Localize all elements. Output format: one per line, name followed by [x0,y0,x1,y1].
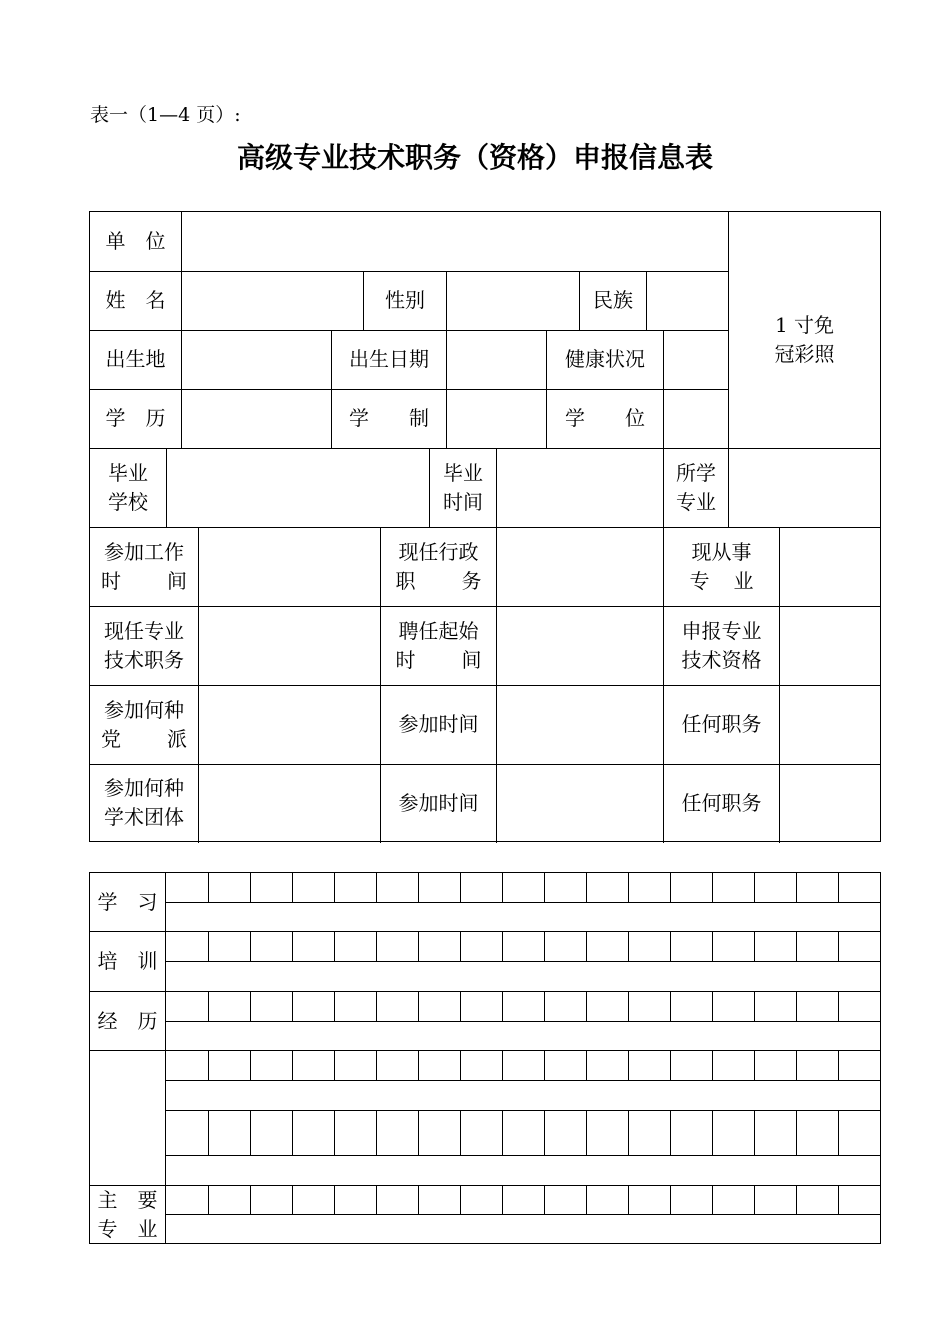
grid-row-line [166,1080,880,1081]
label-apply-title: 申报专业 技术资格 [681,618,762,672]
major-field[interactable] [729,449,880,527]
grid-column-line [292,873,293,903]
birth-date-field[interactable] [447,331,546,389]
position-1-field[interactable] [780,686,880,764]
grad-time-field[interactable] [497,449,663,527]
grid-column-line [250,1186,251,1215]
grid-column-line [670,932,671,961]
grid-column-line [502,1111,503,1156]
label-join-time-2: 参加时间 [398,790,479,815]
grid-column-line [334,932,335,961]
grid-column-line [502,1051,503,1081]
label-current-field: 现从事 专 业 [689,539,754,593]
grid-column-line [754,1186,755,1215]
grid-column-line [628,1051,629,1081]
grid-column-line [250,1051,251,1081]
grid-column-line [376,1111,377,1156]
degree-field[interactable] [664,390,728,448]
label-education: 学 历 [105,406,166,430]
grid-row-line [166,961,880,962]
grid-column-line [208,873,209,903]
grid-column-line [460,932,461,961]
label-main-major: 主 要 专 业 [97,1187,158,1241]
admin-post-field[interactable] [497,528,663,606]
grid-column-line [838,932,839,961]
grid-column-line [796,1186,797,1215]
health-field[interactable] [664,331,728,389]
grid-column-line [460,1186,461,1215]
grid-column-line [292,992,293,1021]
gender-field[interactable] [447,272,579,330]
label-academic: 参加何种 学术团体 [104,776,184,829]
grid-column-line [334,1111,335,1156]
grid-column-line [418,1051,419,1081]
academic-field[interactable] [199,765,380,842]
label-training: 培 训 [97,949,158,973]
label-experience: 经 历 [97,1008,158,1033]
grid-column-line [712,932,713,961]
label-name: 姓 名 [105,288,166,312]
label-position-2: 任何职务 [681,790,762,815]
grid-column-line [376,992,377,1021]
grid-column-line [628,1111,629,1156]
join-time-1-field[interactable] [497,686,663,764]
grid-column-line [838,873,839,903]
current-field-field[interactable] [780,528,880,606]
schooling-field[interactable] [447,390,546,448]
grid-column-line [754,1111,755,1156]
grid-column-line [628,1186,629,1215]
grid-column-line [460,992,461,1021]
label-gender: 性别 [385,288,425,312]
grid-column-line [418,1111,419,1156]
label-unit: 单 位 [105,229,166,253]
grid-column-line [208,992,209,1021]
grid-column-line [544,873,545,903]
label-party: 参加何种 党 派 [101,697,187,751]
label-schooling: 学 制 [349,406,429,430]
label-position-1: 任何职务 [681,712,762,736]
grid-column-line [250,1111,251,1156]
ethnicity-field[interactable] [647,272,728,330]
grid-column-line [208,1186,209,1215]
label-hire-start: 聘任起始 时 间 [395,618,482,672]
label-grad-school: 毕业 学校 [108,460,148,514]
grid-column-line [796,932,797,961]
grid-column-line [250,932,251,961]
grid-column-line [502,992,503,1021]
grid-column-line [418,1186,419,1215]
personal-info-table [89,211,881,842]
grid-column-line [670,1186,671,1215]
grid-column-line [208,932,209,961]
grid-column-line [586,1186,587,1215]
grid-column-line [838,1111,839,1156]
grid-column-line [712,992,713,1021]
grid-row-line [166,1110,880,1111]
grid-column-line [292,1186,293,1215]
label-major: 所学 专业 [676,460,716,514]
grid-column-line [292,1051,293,1081]
grid-column-line [712,873,713,903]
grid-column-line [334,873,335,903]
grid-column-line [418,992,419,1021]
name-field[interactable] [182,272,363,330]
label-current-title: 现任专业 技术职务 [104,618,184,672]
grid-column-line [544,1186,545,1215]
grid-column-line [754,1051,755,1081]
current-title-field[interactable] [199,607,380,685]
hire-start-field[interactable] [497,607,663,685]
label-ethnicity: 民族 [593,288,633,312]
grid-column-line [334,992,335,1021]
grid-column-line [418,873,419,903]
grid-column-line [586,1051,587,1081]
grid-column-line [292,932,293,961]
grid-column-line [628,932,629,961]
grid-column-line [586,1111,587,1156]
grid-column-line [250,992,251,1021]
grid-column-line [544,1111,545,1156]
grid-column-line [544,992,545,1021]
grid-column-line [292,1111,293,1156]
grid-column-line [376,932,377,961]
grid-column-line [460,873,461,903]
grid-column-line [586,873,587,903]
birthplace-field[interactable] [182,331,331,389]
grid-column-line [670,1051,671,1081]
grid-column-line [838,992,839,1021]
grid-column-line [460,1111,461,1156]
grid-column-line [754,873,755,903]
grid-column-line [208,1051,209,1081]
grid-row-line [166,1155,880,1156]
label-work-start: 参加工作 时 间 [101,539,187,593]
grid-column-line [334,1051,335,1081]
label-degree: 学 位 [565,406,645,430]
grid-column-line [502,932,503,961]
grid-column-line [586,992,587,1021]
grad-school-field[interactable] [167,449,429,527]
label-admin-post: 现任行政 职 务 [395,539,482,593]
grid-column-line [754,932,755,961]
grid-column-line [796,873,797,903]
join-time-2-field[interactable] [497,765,663,842]
grid-column-line [838,1186,839,1215]
page-title: 高级专业技术职务（资格）申报信息表 [236,141,713,174]
apply-title-field[interactable] [780,607,880,685]
label-grad-time: 毕业 时间 [443,460,483,514]
grid-column-line [838,1051,839,1081]
grid-column-line [712,1051,713,1081]
grid-row-line [166,902,880,903]
grid-column-line [544,1051,545,1081]
grid-column-line [670,873,671,903]
grid-row-line [166,1021,880,1022]
grid-column-line [334,1186,335,1215]
photo-placeholder[interactable]: 1 寸免 冠彩照 [774,312,835,366]
unit-field[interactable] [182,212,728,271]
grid-column-line [712,1111,713,1156]
grid-column-line [712,1186,713,1215]
grid-column-line [376,873,377,903]
grid-column-line [796,1051,797,1081]
grid-column-line [796,992,797,1021]
grid-column-line [754,992,755,1021]
study-history-table [89,872,881,1244]
grid-column-line [586,932,587,961]
grid-column-line [544,932,545,961]
grid-column-line [376,1186,377,1215]
grid-column-line [796,1111,797,1156]
grid-column-line [670,1111,671,1156]
grid-column-line [670,992,671,1021]
label-study: 学 习 [97,889,158,914]
grid-column-line [502,873,503,903]
label-birthplace: 出生地 [105,347,166,371]
document-label: 表一（1—4 页）: [90,104,241,126]
grid-column-line [502,1186,503,1215]
grid-column-line [418,932,419,961]
grid-column-line [250,873,251,903]
grid-column-line [628,873,629,903]
grid-column-line [208,1111,209,1156]
grid-row-line [166,1214,880,1215]
grid-column-line [376,1051,377,1081]
party-field[interactable] [199,686,380,764]
grid-column-line [628,992,629,1021]
grid-column-line [460,1051,461,1081]
label-birth-date: 出生日期 [349,347,429,371]
work-start-field[interactable] [199,528,380,606]
education-field[interactable] [182,390,331,448]
label-join-time-1: 参加时间 [398,712,479,736]
label-health: 健康状况 [565,347,645,371]
position-2-field[interactable] [780,765,880,842]
